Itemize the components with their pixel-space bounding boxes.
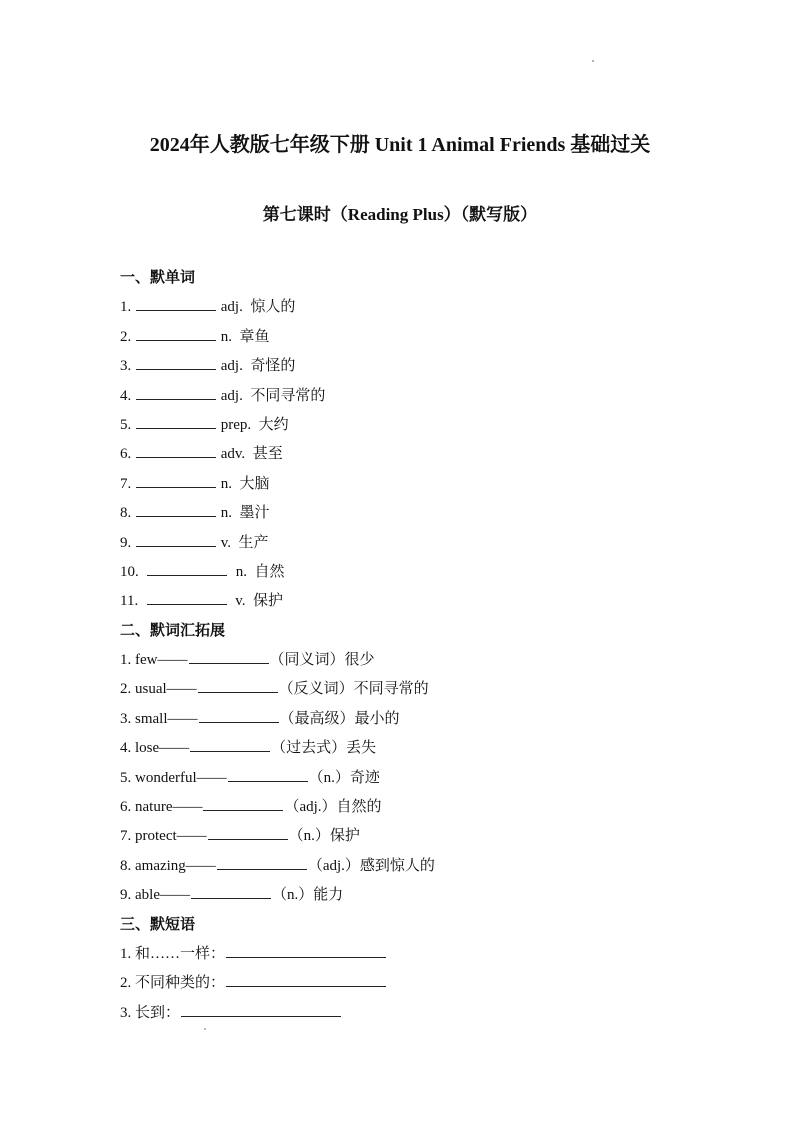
answer-blank[interactable] <box>136 295 216 311</box>
page-mark <box>204 1028 206 1030</box>
phrase-prompt: 不同种类的： <box>135 975 226 992</box>
part-of-speech: n. <box>220 505 232 522</box>
answer-blank[interactable] <box>136 472 216 488</box>
answer-blank[interactable] <box>198 677 278 693</box>
item-number: 2. <box>120 975 132 992</box>
base-word: few—— <box>135 652 188 669</box>
word-item <box>120 470 720 499</box>
item-number: 2. <box>120 328 132 345</box>
word-item <box>120 440 720 469</box>
word-hint: （同义词）很少 <box>269 652 375 669</box>
word-meaning: 大脑 <box>239 475 270 492</box>
answer-blank[interactable] <box>136 354 216 370</box>
word-item <box>120 293 720 322</box>
item-number: 7. <box>120 828 132 845</box>
part-of-speech: v. <box>220 534 232 551</box>
item-number: 9. <box>120 887 132 904</box>
expansion-item <box>120 675 720 704</box>
answer-blank[interactable] <box>147 589 227 605</box>
word-meaning: 大约 <box>258 416 289 433</box>
item-number: 3. <box>120 358 132 375</box>
phrase-item <box>120 969 720 998</box>
word-hint: （过去式）丢失 <box>271 740 377 757</box>
word-item <box>120 352 720 381</box>
item-number: 3. <box>120 1004 132 1021</box>
base-word: wonderful—— <box>135 769 227 786</box>
answer-blank[interactable] <box>181 1001 341 1017</box>
word-meaning: 章鱼 <box>239 328 270 345</box>
part-of-speech: n. <box>220 475 232 492</box>
word-meaning: 奇怪的 <box>250 358 296 375</box>
answer-blank[interactable] <box>136 325 216 341</box>
phrase-item <box>120 940 720 969</box>
expansion-item <box>120 793 720 822</box>
expansion-item <box>120 822 720 851</box>
part-of-speech: adv. <box>220 446 246 463</box>
phrase-prompt: 长到： <box>135 1004 181 1021</box>
base-word: nature—— <box>135 799 203 816</box>
base-word: amazing—— <box>135 857 216 874</box>
item-number: 8. <box>120 505 132 522</box>
item-number: 10. <box>120 563 139 580</box>
word-meaning: 自然 <box>254 563 285 580</box>
word-hint: （adj.）自然的 <box>284 799 382 816</box>
answer-blank[interactable] <box>217 854 307 870</box>
word-item <box>120 587 720 616</box>
part-of-speech: n. <box>235 563 247 580</box>
answer-blank[interactable] <box>136 384 216 400</box>
word-hint: （n.）能力 <box>271 887 344 904</box>
page-subtitle: 第七课时（Reading Plus）（默写版） <box>262 205 538 224</box>
item-number: 6. <box>120 446 132 463</box>
section-heading-expansion: 二、默词汇拓展 <box>120 622 226 639</box>
item-number: 4. <box>120 740 132 757</box>
word-hint: （n.）奇迹 <box>308 769 380 786</box>
item-number: 5. <box>120 416 132 433</box>
answer-blank[interactable] <box>190 736 270 752</box>
word-hint: （n.）保护 <box>288 828 360 845</box>
part-of-speech: v. <box>235 593 246 610</box>
item-number: 6. <box>120 799 132 816</box>
item-number: 8. <box>120 857 132 874</box>
item-number: 5. <box>120 769 132 786</box>
phrase-item <box>120 999 720 1028</box>
answer-blank[interactable] <box>226 971 386 987</box>
part-of-speech: n. <box>220 328 232 345</box>
word-hint: （adj.）感到惊人的 <box>307 857 435 874</box>
item-number: 1. <box>120 945 132 962</box>
answer-blank[interactable] <box>136 442 216 458</box>
base-word: protect—— <box>135 828 207 845</box>
expansion-item <box>120 881 720 910</box>
item-number: 9. <box>120 534 132 551</box>
expansion-item <box>120 764 720 793</box>
answer-blank[interactable] <box>136 501 216 517</box>
expansion-item <box>120 705 720 734</box>
item-number: 2. <box>120 681 132 698</box>
item-number: 1. <box>120 652 132 669</box>
base-word: usual—— <box>135 681 197 698</box>
word-item <box>120 558 720 587</box>
word-meaning: 甚至 <box>252 446 283 463</box>
base-word: able—— <box>135 887 190 904</box>
item-number: 1. <box>120 299 132 316</box>
part-of-speech: prep. <box>220 416 252 433</box>
item-number: 11. <box>120 593 139 610</box>
word-meaning: 墨汁 <box>239 505 270 522</box>
item-number: 4. <box>120 387 132 404</box>
expansion-item <box>120 852 720 881</box>
section-heading-phrases: 三、默短语 <box>120 916 196 933</box>
answer-blank[interactable] <box>226 942 386 958</box>
word-item <box>120 411 720 440</box>
answer-blank[interactable] <box>147 560 227 576</box>
phrase-prompt: 和……一样： <box>135 945 226 962</box>
word-hint: （反义词）不同寻常的 <box>278 681 429 698</box>
worksheet-content <box>120 264 720 1028</box>
page-title: 2024年人教版七年级下册 Unit 1 Animal Friends 基础过关 <box>149 134 651 156</box>
section-heading-words: 一、默单词 <box>120 270 196 286</box>
answer-blank[interactable] <box>136 413 216 429</box>
word-item <box>120 499 720 528</box>
word-meaning: 生产 <box>238 534 269 551</box>
item-number: 3. <box>120 710 132 727</box>
word-meaning: 不同寻常的 <box>250 387 326 404</box>
expansion-item <box>120 734 720 763</box>
part-of-speech: adj. <box>220 358 243 375</box>
word-item <box>120 323 720 352</box>
word-item <box>120 382 720 411</box>
answer-blank[interactable] <box>199 707 279 723</box>
word-meaning: 保护 <box>252 593 283 610</box>
answer-blank[interactable] <box>191 883 271 899</box>
answer-blank[interactable] <box>228 766 308 782</box>
answer-blank[interactable] <box>208 824 288 840</box>
base-word: small—— <box>135 710 198 727</box>
answer-blank[interactable] <box>189 648 269 664</box>
base-word: lose—— <box>135 740 190 757</box>
word-hint: （最高级）最小的 <box>279 710 400 727</box>
word-meaning: 惊人的 <box>250 299 296 316</box>
corner-mark <box>592 60 594 62</box>
answer-blank[interactable] <box>136 531 216 547</box>
part-of-speech: adj. <box>220 299 243 316</box>
expansion-item <box>120 646 720 675</box>
part-of-speech: adj. <box>220 387 243 404</box>
answer-blank[interactable] <box>203 795 283 811</box>
item-number: 7. <box>120 475 132 492</box>
word-item <box>120 529 720 558</box>
